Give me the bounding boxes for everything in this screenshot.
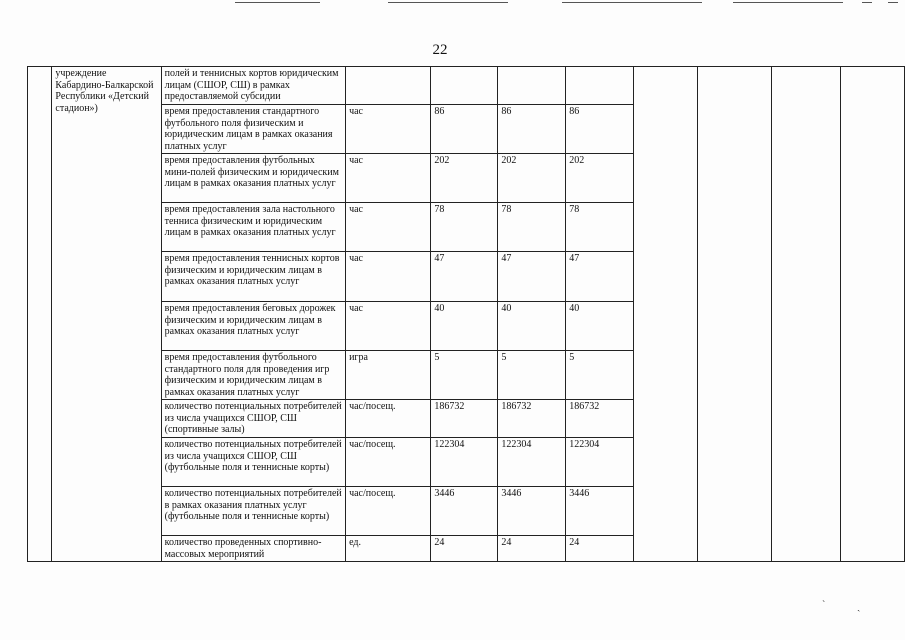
value-cell: 40 — [498, 302, 566, 351]
value-cell: 3446 — [431, 487, 498, 536]
table-row — [28, 67, 905, 105]
unit-cell: час — [346, 302, 431, 351]
unit-cell — [346, 67, 431, 105]
value-cell: 3446 — [566, 487, 634, 536]
value-cell: 47 — [566, 252, 634, 302]
value-cell: 186732 — [498, 400, 566, 438]
value-cell: 40 — [431, 302, 498, 351]
scan-speck: ˋ — [822, 600, 826, 611]
value-cell: 40 — [566, 302, 634, 351]
value-cell: 5 — [431, 351, 498, 400]
value-cell: 5 — [566, 351, 634, 400]
value-cell: 86 — [566, 105, 634, 154]
indicator-cell: полей и теннисных кортов юридическим лицам (СШОР, СШ) в рамках предоставляемой субсидии — [161, 67, 345, 105]
index-cell — [28, 67, 52, 562]
value-cell: 78 — [498, 203, 566, 252]
value-cell: 78 — [566, 203, 634, 252]
indicator-cell: количество потенциальных потребителей из числа учащихся СШОР, СШ (футбольные поля и теннисные корты) — [161, 438, 345, 487]
top-edge-line — [888, 2, 898, 3]
value-cell: 5 — [498, 351, 566, 400]
value-cell: 186732 — [566, 400, 634, 438]
unit-cell: игра — [346, 351, 431, 400]
value-cell: 202 — [566, 154, 634, 203]
unit-cell: час — [346, 203, 431, 252]
value-cell: 122304 — [566, 438, 634, 487]
indicator-cell: время предоставления зала настольного тенниса физическим и юридическим лицам в рамках оказания платных услуг — [161, 203, 345, 252]
value-cell: 78 — [431, 203, 498, 252]
empty-cell — [840, 67, 904, 562]
value-cell — [431, 67, 498, 105]
indicator-cell: количество проведенных спортивно-массовых мероприятий — [161, 536, 345, 562]
top-edge-line — [862, 2, 872, 3]
value-cell — [566, 67, 634, 105]
indicator-cell: время предоставления беговых дорожек физическим и юридическим лицам в рамках оказания платных услуг — [161, 302, 345, 351]
value-cell: 24 — [431, 536, 498, 562]
top-edge-line — [562, 2, 702, 3]
value-cell: 202 — [431, 154, 498, 203]
unit-cell: час — [346, 252, 431, 302]
value-cell: 86 — [431, 105, 498, 154]
indicator-cell: время предоставления теннисных кортов физическим и юридическим лицам в рамках оказания платных услуг — [161, 252, 345, 302]
top-edge-line — [388, 2, 508, 3]
value-cell: 47 — [498, 252, 566, 302]
value-cell: 86 — [498, 105, 566, 154]
scan-speck: ˏ — [857, 601, 861, 612]
value-cell: 122304 — [431, 438, 498, 487]
institution-cell: учреждение Кабардино-Балкарской Республики «Детский стадион») — [52, 67, 161, 562]
empty-cell — [771, 67, 840, 562]
value-cell: 186732 — [431, 400, 498, 438]
value-cell: 3446 — [498, 487, 566, 536]
empty-cell — [634, 67, 698, 562]
value-cell: 47 — [431, 252, 498, 302]
value-cell: 122304 — [498, 438, 566, 487]
indicator-cell: количество потенциальных потребителей из числа учащихся СШОР, СШ (спортивные залы) — [161, 400, 345, 438]
value-cell — [498, 67, 566, 105]
unit-cell: час — [346, 105, 431, 154]
unit-cell: час/посещ. — [346, 487, 431, 536]
indicator-cell: количество потенциальных потребителей в рамках оказания платных услуг (футбольные поля и теннисные корты) — [161, 487, 345, 536]
page-number: 22 — [432, 42, 448, 58]
value-cell: 24 — [498, 536, 566, 562]
empty-cell — [698, 67, 772, 562]
unit-cell: час/посещ. — [346, 438, 431, 487]
indicator-cell: время предоставления футбольного стандартного поля для проведения игр физическим и юридическим лицам в рамках оказания платных услуг — [161, 351, 345, 400]
top-edge-line — [235, 2, 320, 3]
value-cell: 202 — [498, 154, 566, 203]
indicator-cell: время предоставления футбольных мини-полей физическим и юридическим лицам в рамках оказания платных услуг — [161, 154, 345, 203]
top-edge-line — [733, 2, 843, 3]
value-cell: 24 — [566, 536, 634, 562]
indicator-cell: время предоставления стандартного футбольного поля физическим и юридическим лицам в рамках оказания платных услуг — [161, 105, 345, 154]
indicators-table — [27, 66, 905, 562]
unit-cell: ед. — [346, 536, 431, 562]
unit-cell: час/посещ. — [346, 400, 431, 438]
unit-cell: час — [346, 154, 431, 203]
